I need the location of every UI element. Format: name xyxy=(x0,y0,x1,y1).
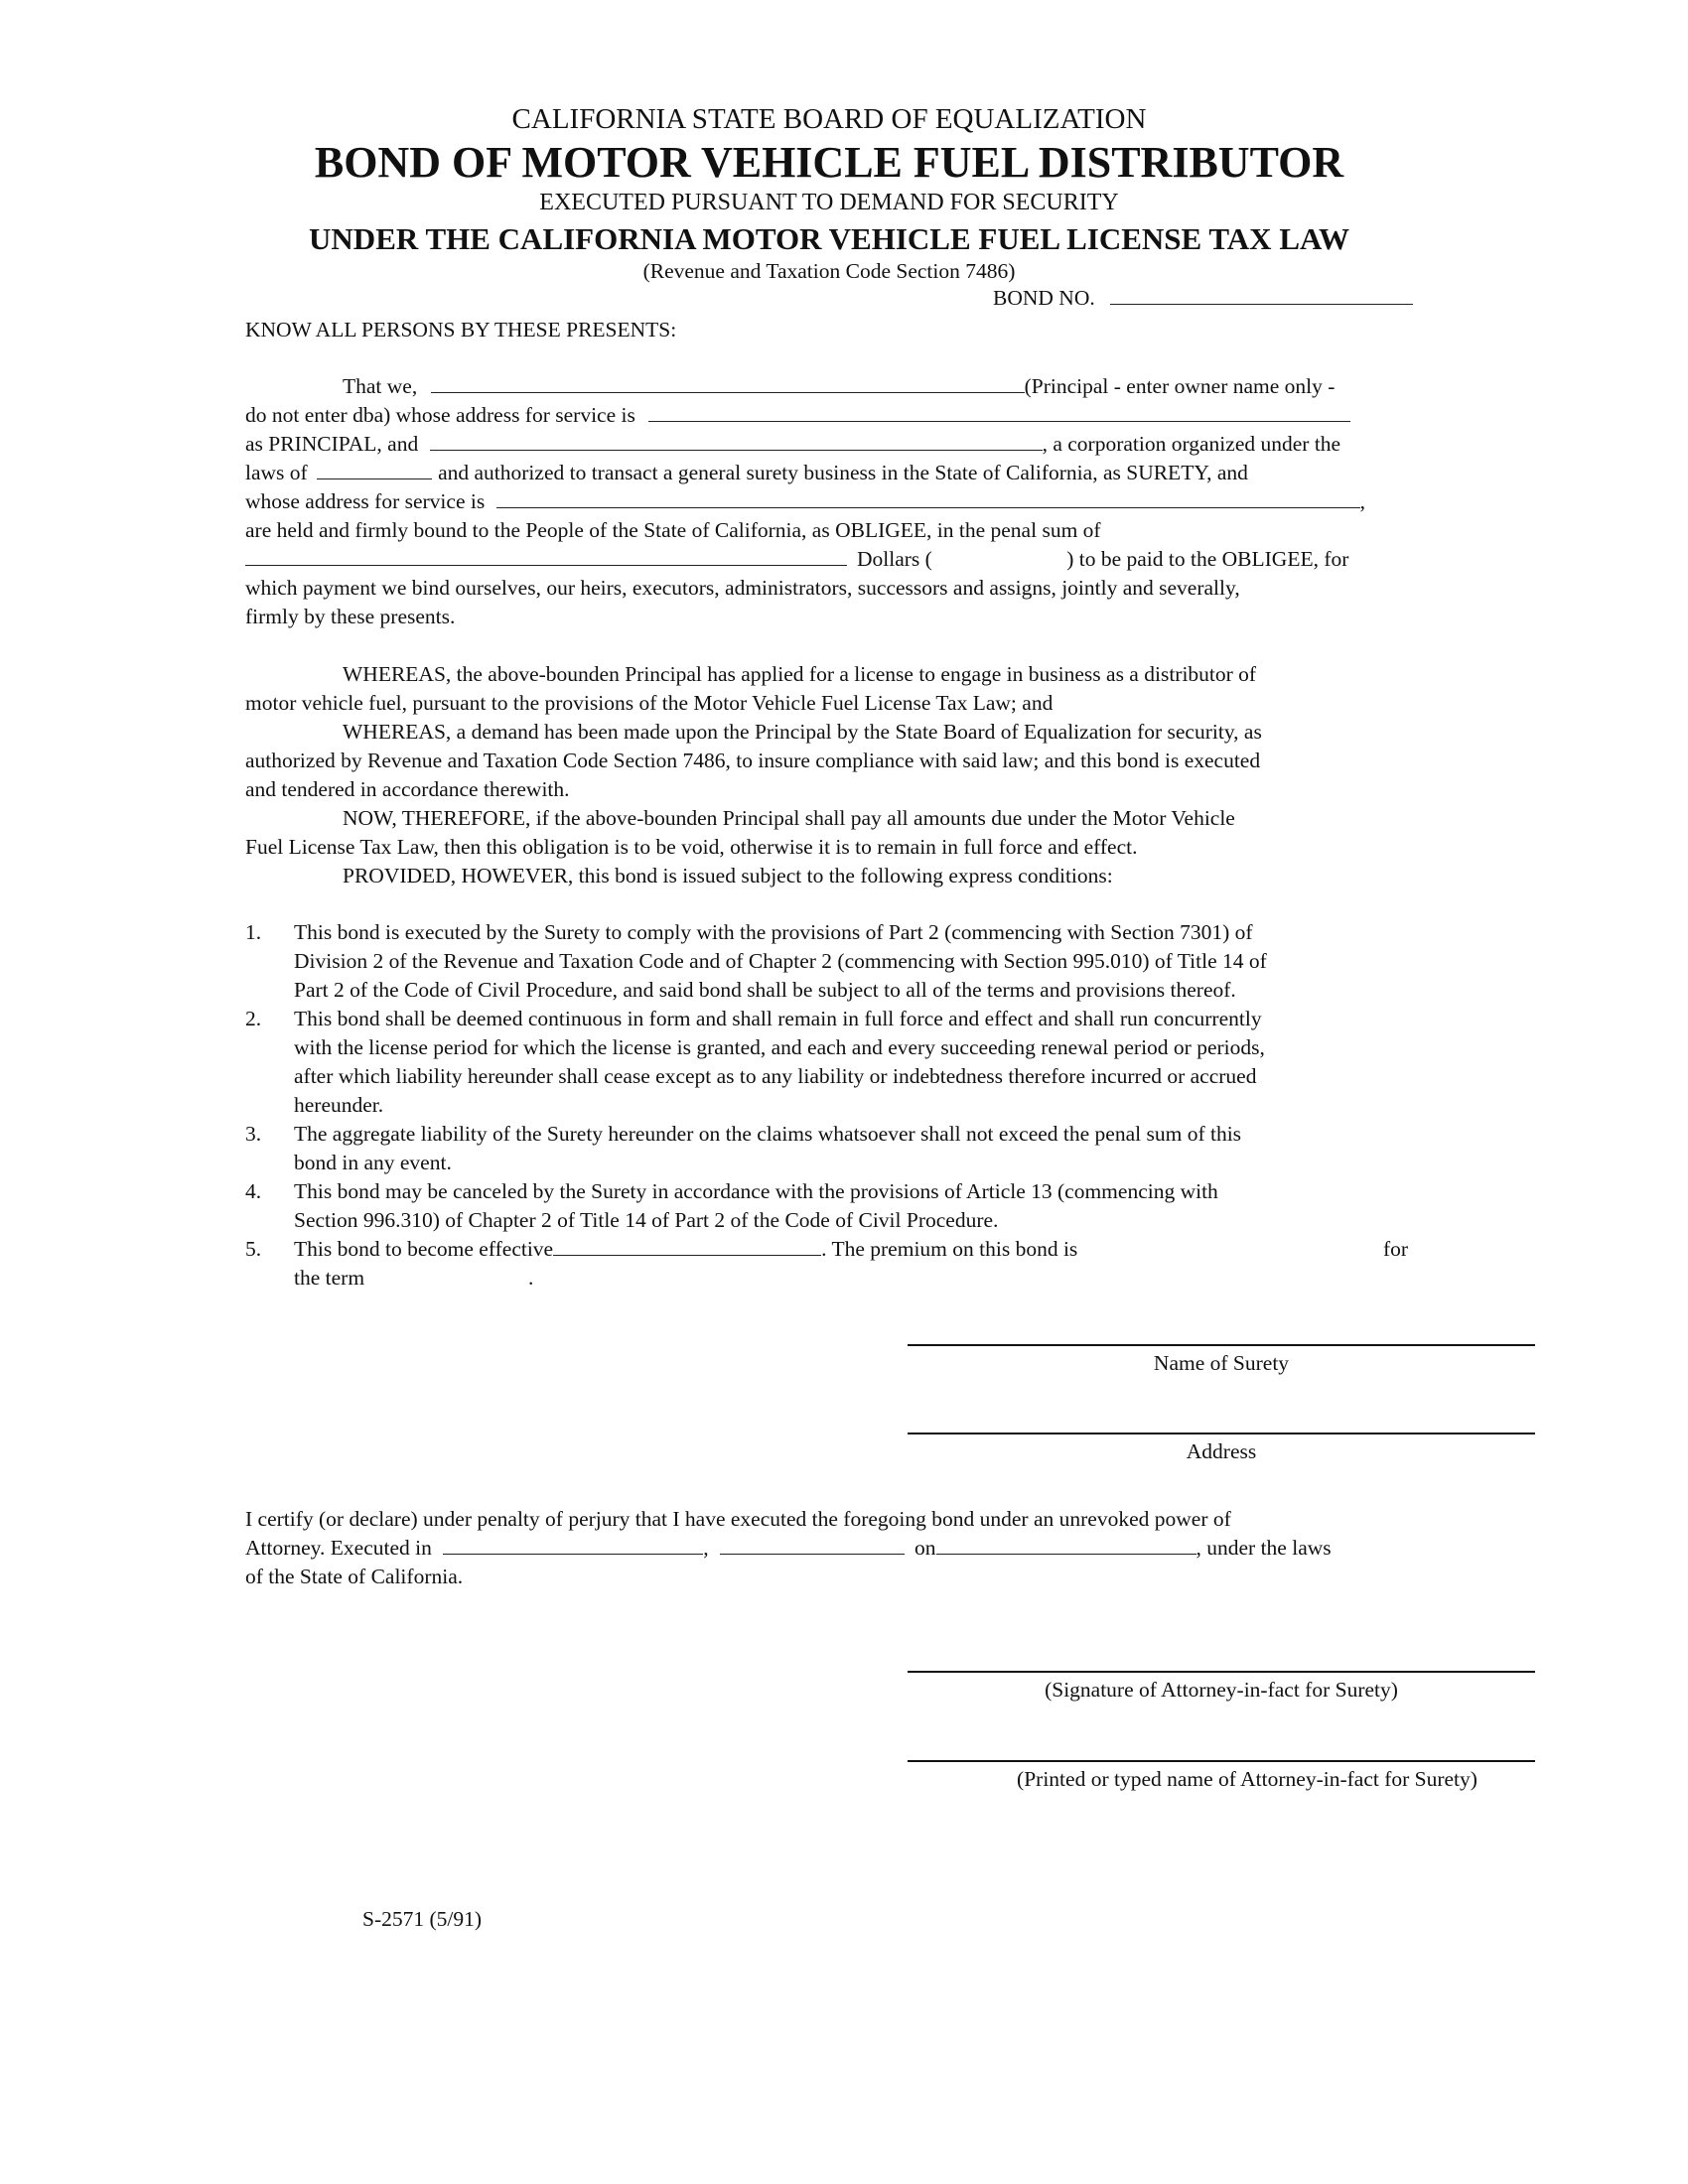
as-principal-text: as PRINCIPAL, and xyxy=(245,432,419,456)
attorney-printed-name-label: (Printed or typed name of Attorney-in-fact for Surety) xyxy=(1017,1767,1477,1791)
surety-name-line[interactable] xyxy=(908,1344,1535,1346)
para1-line1 xyxy=(343,372,1335,401)
paid-to-obligee-text: ) to be paid to the OBLIGEE, for xyxy=(1066,547,1349,571)
certify-line1: I certify (or declare) under penalty of perjury that I have executed the foregoing bond under an unrevoked power of xyxy=(245,1507,1231,1531)
corporation-text: , a corporation organized under the xyxy=(1042,432,1341,456)
whereas-2-line1: WHEREAS, a demand has been made upon the Principal by the State Board of Equalization for security, as xyxy=(343,720,1262,744)
condition-text: bond in any event. xyxy=(294,1151,452,1174)
condition-number: 1. xyxy=(245,920,262,944)
laws-of-text: laws of xyxy=(245,461,308,484)
surety-address-label: whose address for service is xyxy=(245,489,486,513)
condition-number: 5. xyxy=(245,1237,262,1261)
para1-line8: which payment we bind ourselves, our heirs, executors, administrators, successors and assigns, jointly and severally, xyxy=(245,576,1240,600)
penal-sum-words-blank[interactable] xyxy=(245,545,847,566)
attorney-signature-label: (Signature of Attorney-in-fact for Surety) xyxy=(1045,1678,1398,1702)
condition-number: 4. xyxy=(245,1179,262,1203)
form-number: S-2571 (5/91) xyxy=(362,1907,483,1931)
bond-number-label: BOND NO. xyxy=(993,286,1095,310)
now-therefore-line2: Fuel License Tax Law, then this obligation is to be void, otherwise it is to remain in full force and effect. xyxy=(245,835,1138,859)
condition-5-line2 xyxy=(294,1264,533,1293)
surety-address-label: Address xyxy=(1186,1439,1257,1463)
condition-5-line1 xyxy=(294,1235,1077,1264)
attorney-printed-name-line[interactable] xyxy=(908,1760,1535,1762)
condition-text: This bond is executed by the Surety to comply with the provisions of Part 2 (commencing with Section 7301) of xyxy=(294,920,1253,944)
executed-city-blank[interactable] xyxy=(443,1534,703,1555)
bond-number-row xyxy=(993,284,1413,313)
executed-date-blank[interactable] xyxy=(936,1534,1196,1555)
effective-date-blank[interactable] xyxy=(553,1235,821,1256)
para1-line5 xyxy=(245,487,1365,516)
term-label: the term xyxy=(294,1266,365,1290)
dollars-text: Dollars ( xyxy=(857,547,932,571)
condition-text: Division 2 of the Revenue and Taxation Code and of Chapter 2 (commencing with Section 995.010) of Title 14 of xyxy=(294,949,1267,973)
executed-county-blank[interactable] xyxy=(720,1534,905,1555)
principal-name-blank[interactable] xyxy=(431,372,1025,393)
principal-instruction: (Principal - enter owner name only - xyxy=(1024,374,1336,398)
period: . xyxy=(528,1266,534,1290)
code-reference: (Revenue and Taxation Code Section 7486) xyxy=(642,259,1016,283)
para1-line4 xyxy=(245,459,1248,487)
form-subtitle: EXECUTED PURSUANT TO DEMAND FOR SECURITY xyxy=(539,190,1119,215)
para1-line6: are held and firmly bound to the People of the State of California, as OBLIGEE, in the penal sum of xyxy=(245,518,1101,542)
comma: , xyxy=(703,1536,709,1560)
comma: , xyxy=(1359,489,1365,513)
effective-date-label: This bond to become effective xyxy=(294,1237,554,1261)
surety-name-label: Name of Surety xyxy=(1153,1351,1290,1375)
bond-number-blank[interactable] xyxy=(1110,284,1413,305)
whereas-1-line1: WHEREAS, the above-bounden Principal has applied for a license to engage in business as a distributor of xyxy=(343,662,1257,686)
condition-text: hereunder. xyxy=(294,1093,384,1117)
surety-address-blank[interactable] xyxy=(496,487,1360,508)
condition-text: after which liability hereunder shall cease except as to any liability or indebtedness therefore incurred or accrued xyxy=(294,1064,1257,1088)
para1-line7 xyxy=(245,545,1348,574)
under-the-laws-text: , under the laws xyxy=(1196,1536,1332,1560)
authorized-text: and authorized to transact a general surety business in the State of California, as SURETY, and xyxy=(438,461,1248,484)
premium-label: . The premium on this bond is xyxy=(821,1237,1078,1261)
condition-text: Part 2 of the Code of Civil Procedure, and said bond shall be subject to all of the terms and provisions thereof. xyxy=(294,978,1236,1002)
whereas-2-line2: authorized by Revenue and Taxation Code Section 7486, to insure compliance with said law; and this bond is executed xyxy=(245,749,1261,772)
condition-text: This bond shall be deemed continuous in form and shall remain in full force and effect and shall run concurrently xyxy=(294,1007,1262,1030)
executed-in-label: Attorney. Executed in xyxy=(245,1536,432,1560)
that-we-text: That we, xyxy=(343,374,418,398)
condition-text: The aggregate liability of the Surety hereunder on the claims whatsoever shall not exceed the penal sum of this xyxy=(294,1122,1242,1146)
para1-line9: firmly by these presents. xyxy=(245,605,456,628)
surety-address-line[interactable] xyxy=(908,1433,1535,1434)
condition-text: Section 996.310) of Chapter 2 of Title 14 of Part 2 of the Code of Civil Procedure. xyxy=(294,1208,999,1232)
condition-text: This bond may be canceled by the Surety in accordance with the provisions of Article 13 (commencing with xyxy=(294,1179,1218,1203)
whereas-1-line2: motor vehicle fuel, pursuant to the provisions of the Motor Vehicle Fuel License Tax Law; and xyxy=(245,691,1054,715)
state-of-incorporation-blank[interactable] xyxy=(317,459,432,479)
surety-name-blank[interactable] xyxy=(430,430,1043,451)
certify-line3: of the State of California. xyxy=(245,1565,464,1588)
now-therefore-line1: NOW, THEREFORE, if the above-bounden Principal shall pay all amounts due under the Motor Vehicle xyxy=(343,806,1235,830)
para1-line3 xyxy=(245,430,1340,459)
principal-address-blank[interactable] xyxy=(648,401,1350,422)
certify-line2 xyxy=(245,1534,1332,1563)
attorney-signature-line[interactable] xyxy=(908,1671,1535,1673)
on-label: on xyxy=(914,1536,936,1560)
know-all-persons: KNOW ALL PERSONS BY THESE PRESENTS: xyxy=(245,318,677,341)
whereas-2-line3: and tendered in accordance therewith. xyxy=(245,777,570,801)
provided-however: PROVIDED, HOWEVER, this bond is issued subject to the following express conditions: xyxy=(343,864,1113,887)
law-title: UNDER THE CALIFORNIA MOTOR VEHICLE FUEL LICENSE TAX LAW xyxy=(309,221,1349,256)
para1-line2 xyxy=(245,401,1350,430)
condition-number: 2. xyxy=(245,1007,262,1030)
for-text: for xyxy=(1383,1237,1409,1261)
agency-name: CALIFORNIA STATE BOARD OF EQUALIZATION xyxy=(511,103,1147,135)
form-title: BOND OF MOTOR VEHICLE FUEL DISTRIBUTOR xyxy=(314,138,1344,187)
condition-text: with the license period for which the license is granted, and each and every succeeding renewal period or periods, xyxy=(294,1035,1265,1059)
condition-number: 3. xyxy=(245,1122,262,1146)
principal-address-label: do not enter dba) whose address for service is xyxy=(245,403,635,427)
